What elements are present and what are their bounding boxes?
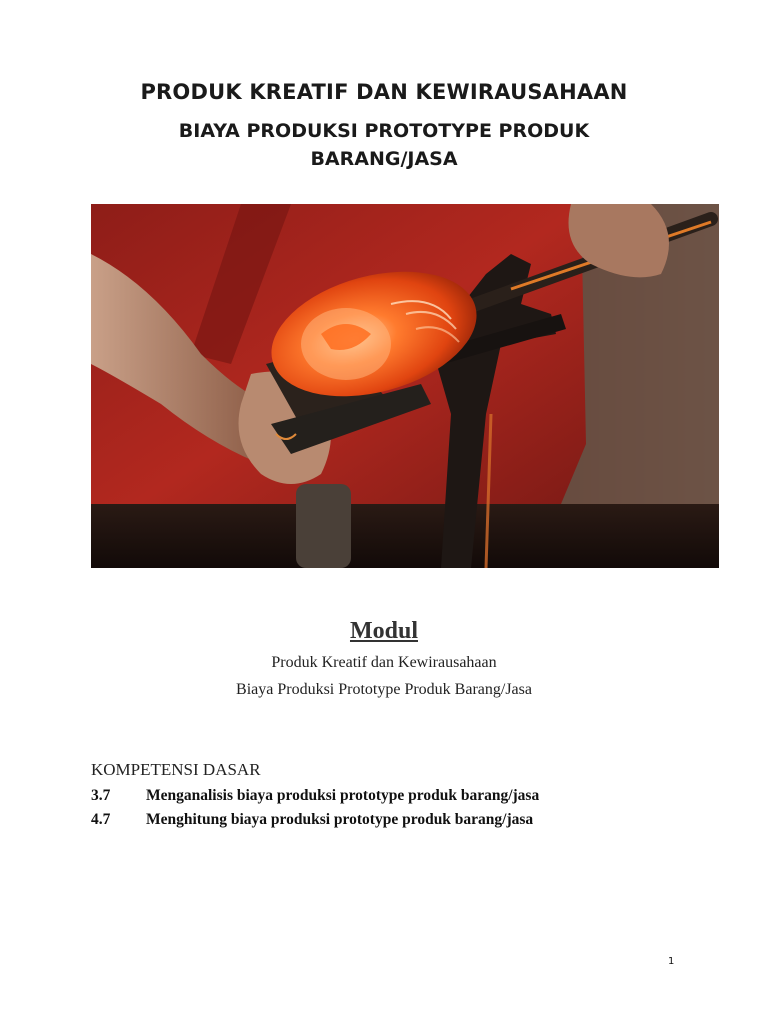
kompetensi-item-text: Menganalisis biaya produksi prototype produk barang/jasa xyxy=(146,787,540,804)
modul-heading: Modul xyxy=(349,618,418,644)
modul-subject-line: Produk Kreatif dan Kewirausahaan xyxy=(271,654,497,671)
page-number: 1 xyxy=(668,956,675,967)
kompetensi-item xyxy=(91,811,533,829)
kompetensi-dasar-heading: KOMPETENSI DASAR xyxy=(91,760,261,779)
cover-photo-glassblowing xyxy=(91,204,719,568)
document-title: PRODUK KREATIF DAN KEWIRAUSAHAAN xyxy=(140,80,628,104)
modul-topic-line: Biaya Produksi Prototype Produk Barang/Jasa xyxy=(236,681,532,698)
document-subtitle-line-1: BIAYA PRODUKSI PROTOTYPE PRODUK xyxy=(178,120,590,142)
document-subtitle-line-2: BARANG/JASA xyxy=(310,148,458,170)
kompetensi-item-number: 3.7 xyxy=(91,787,111,804)
kompetensi-item-number: 4.7 xyxy=(91,811,111,828)
kompetensi-item-text: Menghitung biaya produksi prototype produk barang/jasa xyxy=(146,811,534,828)
kompetensi-item xyxy=(91,787,539,805)
